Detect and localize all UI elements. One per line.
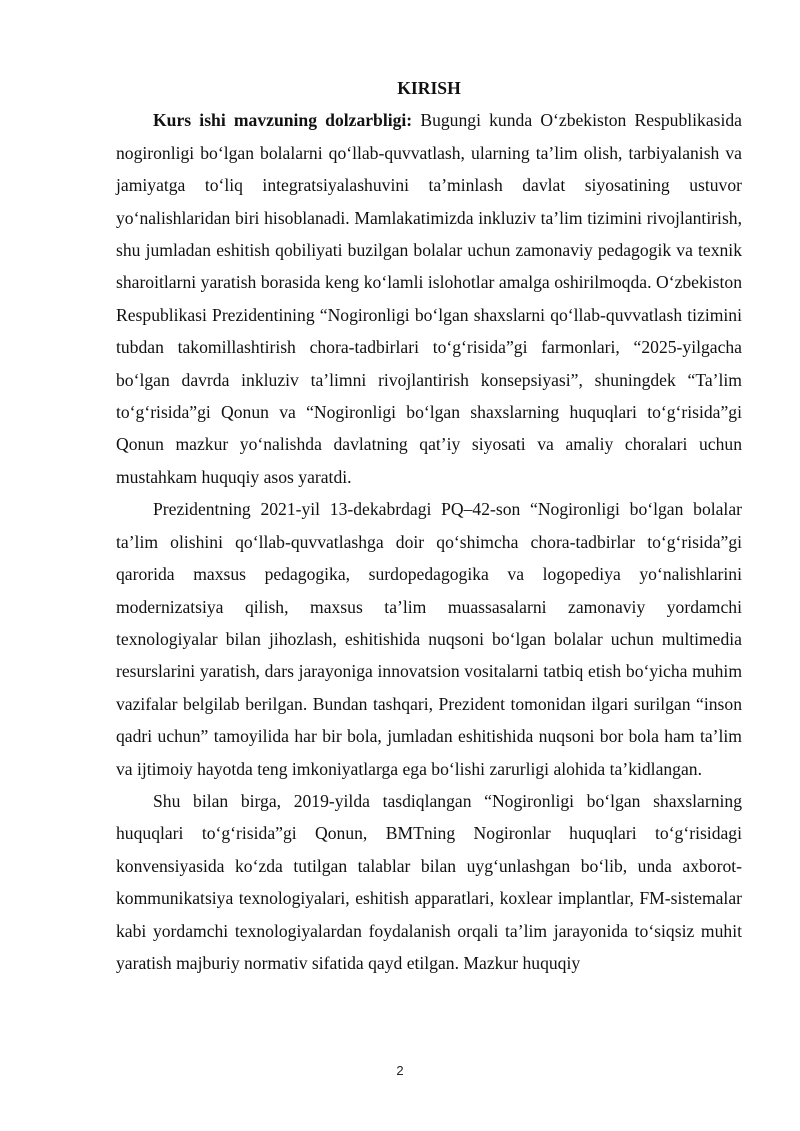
section-heading: KIRISH: [397, 78, 461, 98]
paragraph-text: Prezidentning 2021-yil 13-dekabrdagi PQ–42-son “Nogironligi bo‘lgan bolalar ta’lim olishini qo‘llab-quvvatlashga doir qo‘shimcha chora-tadbirlar to‘g‘risida”gi qarorida maxsus pedagogika, surdopedagogika va logopediya yo‘nalishlarini modernizatsiya qilish, maxsus ta’lim muassasalarni zamonaviy yordamchi texnologiyalar bilan jihozlash, eshitishida nuqsoni bo‘lgan bolalar uchun multimedia resurslarini yaratish, dars jarayoniga innovatsion vositalarni tatbiq etish bo‘yicha muhim vazifalar belgilab berilgan. Bundan tashqari, Prezident tomonidan ilgari surilgan “inson qadri uchun” tamoyilida har bir bola, jumladan eshitishida nuqsoni bor bola ham ta’lim va ijtimoiy hayotda teng imkoniyatlarga ega bo‘lishi zarurligi alohida ta’kidlangan.: [116, 499, 742, 779]
paragraph-relevance: [116, 104, 742, 493]
paragraph-text: Bugungi kunda O‘zbekiston Respublikasida nogironligi bo‘lgan bolalarni qo‘llab-quvvatlash, ularning ta’lim olish, tarbiyalanish va jamiyatga to‘liq integratsiyalashuvini ta’minlash davlat siyosatining ustuvor yo‘nalishlaridan biri hisoblanadi. Mamlakatimizda inkluziv ta’lim tizimini rivojlantirish, shu jumladan eshitish qobiliyati buzilgan bolalar uchun zamonaviy pedagogik va texnik sharoitlarni yaratish borasida keng ko‘lamli islohotlar amalga oshirilmoqda. O‘zbekiston Respublikasi Prezidentining “Nogironligi bo‘lgan shaxslarni qo‘llab-quvvatlash tizimini tubdan takomillashtirish chora-tadbirlari to‘g‘risida”gi farmonlari, “2025-yilgacha bo‘lgan davrda inkluziv ta’limni rivojlantirish konsepsiyasi”, shuningdek “Ta’lim to‘g‘risida”gi Qonun va “Nogironligi bo‘lgan shaxslarning huquqlari to‘g‘risida”gi Qonun mazkur yo‘nalishda davlatning qat’iy siyosati va amaliy choralari uchun mustahkam huquqiy asos yaratdi.: [116, 110, 742, 487]
paragraph-text: Shu bilan birga, 2019-yilda tasdiqlangan “Nogironligi bo‘lgan shaxslarning huquqlari to‘g‘risida”gi Qonun, BMTning Nogironlar huquqlari to‘g‘risidagi konvensiyasida ko‘zda tutilgan talablar bilan uyg‘unlashgan bo‘lib, unda axborot-kommunikatsiya texnologiyalari, eshitish apparatlari, koxlear implantlar, FM-sistemalar kabi yordamchi texnologiyalardan foydalanish orqali ta’lim jarayonida to‘siqsiz muhit yaratish majburiy normativ sifatida qayd etilgan. Mazkur huquqiy: [116, 790, 742, 973]
paragraph-presidential-decree: [116, 493, 742, 785]
document-body: [116, 72, 742, 979]
page-number: 2: [396, 1063, 404, 1078]
paragraph-law: [116, 785, 742, 979]
paragraph-lead: Kurs ishi mavzuning dolzarbligi:: [153, 110, 413, 131]
